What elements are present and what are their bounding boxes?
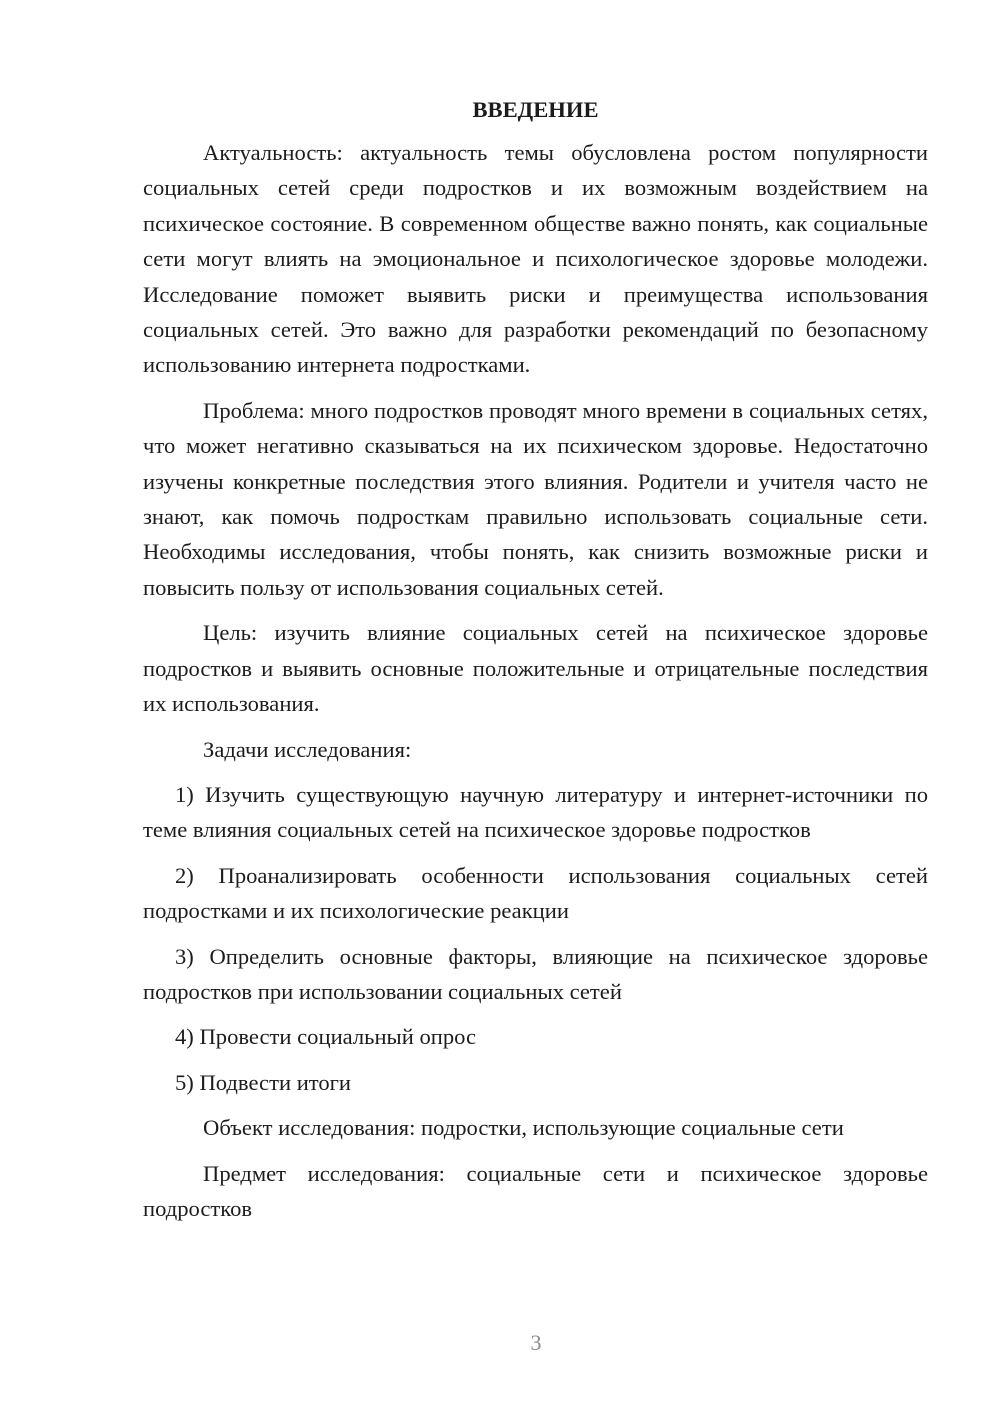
document-page <box>143 92 928 1236</box>
section-title: ВВЕДЕНИЕ <box>472 97 599 122</box>
problem-paragraph: Проблема: много подростков проводят много времени в социальных сетях, что может негативно сказываться на их психическом здоровье. Недостаточно изучены конкретные последствия этого влияния. Родители и учителя часто не знают, как помочь подросткам правильно использовать социальные сети. Необходимы исследования, чтобы понять, как снизить возможные риски и повысить пользу от использования социальных сетей. <box>143 397 928 600</box>
object-paragraph: Объект исследования: подростки, использующие социальные сети <box>203 1115 844 1141</box>
subject-paragraph: Предмет исследования: социальные сети и психическое здоровье подростков <box>143 1160 928 1221</box>
task-item-4: 4) Провести социальный опрос <box>175 1024 477 1050</box>
task-item-2: 2) Проанализировать особенности использования социальных сетей подростками и их психологические реакции <box>143 862 928 924</box>
task-item-5: 5) Подвести итоги <box>175 1069 352 1095</box>
task-item-1: 1) Изучить существующую научную литературу и интернет-источники по теме влияния социальных сетей на психическое здоровье подростков <box>143 781 928 843</box>
relevance-paragraph: Актуальность: актуальность темы обусловлена ростом популярности социальных сетей среди подростков и их возможным воздействием на психическое состояние. В современном обществе важно понять, как социальные сети могут влиять на эмоциональное и психологическое здоровье молодежи. Исследование поможет выявить риски и преимущества использования социальных сетей. Это важно для разработки рекомендаций по безопасному использованию интернета подростками. <box>143 140 928 378</box>
page-number: 3 <box>530 1330 542 1355</box>
task-item-3: 3) Определить основные факторы, влияющие на психическое здоровье подростков при использовании социальных сетей <box>143 943 928 1004</box>
goal-paragraph: Цель: изучить влияние социальных сетей на психическое здоровье подростков и выявить основные положительные и отрицательные последствия их использования. <box>143 620 928 717</box>
tasks-heading: Задачи исследования: <box>203 736 412 762</box>
